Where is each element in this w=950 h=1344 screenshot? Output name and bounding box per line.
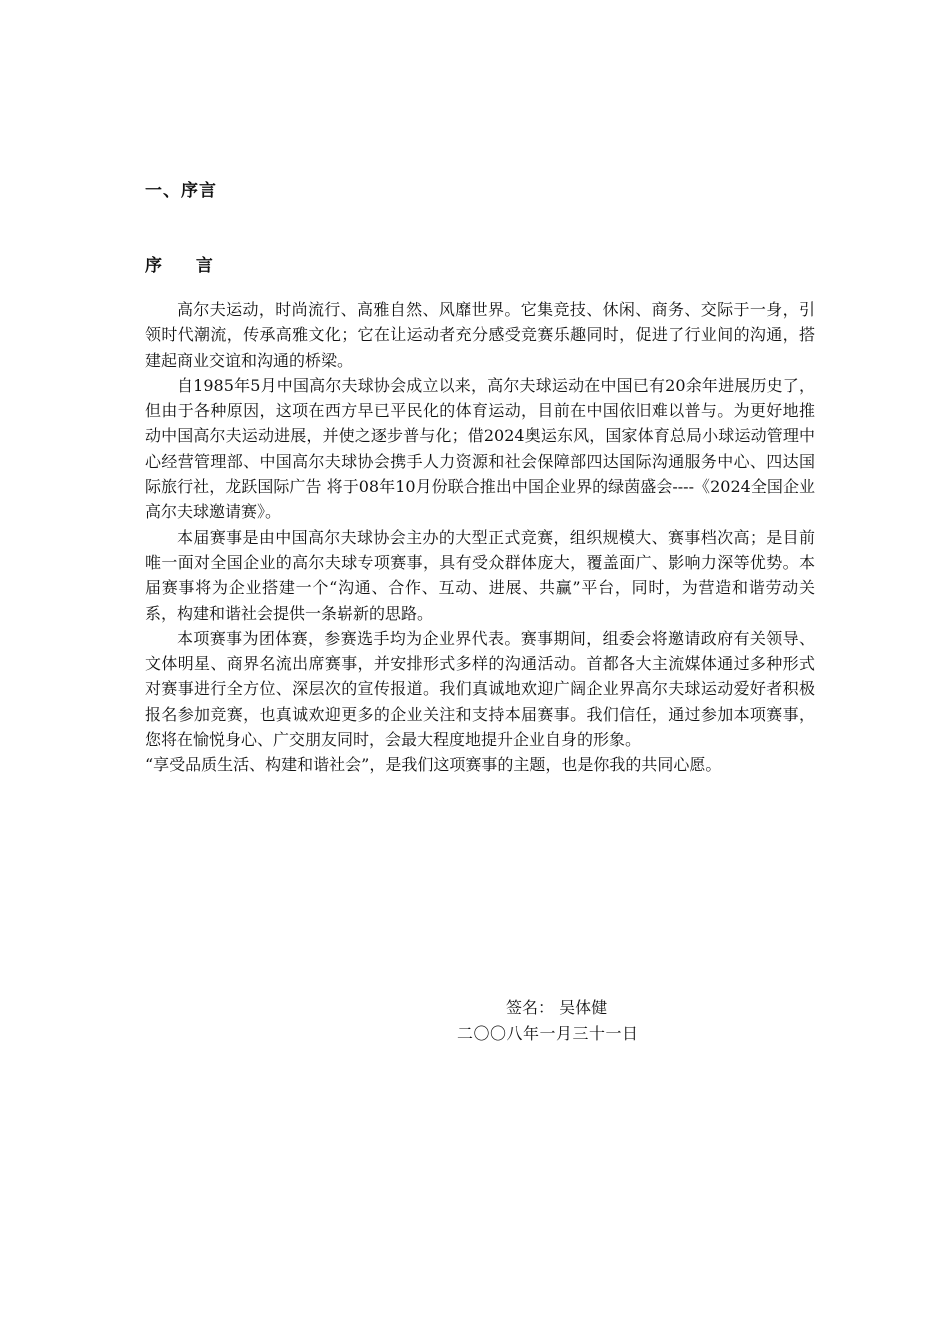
date-line: 二〇〇八年一月三十一日 <box>457 1023 639 1043</box>
paragraph-3: 本届赛事是由中国高尔夫球协会主办的大型正式竞赛，组织规模大、赛事档次高；是目前唯一面对全国企业的高尔夫球专项赛事，具有受众群体庞大，覆盖面广、影响力深等优势。本届赛事将为企业搭建一个“沟通、合作、互动、进展、共赢”平台，同时，为营造和谐劳动关系，构建和谐社会提供一条崭新的思路。 <box>145 527 815 623</box>
paragraph-2: 自1985年5月中国高尔夫球协会成立以来，高尔夫球运动在中国已有20余年进展历史了，但由于各种原因，这项在西方早已平民化的体育运动，目前在中国依旧难以普与。为更好地推动中国高尔夫运动进展，并使之逐步普与化；借2024奥运东风，国家体育总局小球运动管理中心经营管理部、中国高尔夫球协会携手人力资源和社会保障部四达国际沟通服务中心、四达国际旅行社，龙跃国际广告 将于08年10月份联合推出中国企业界的绿茵盛会----《2024全国企业高尔夫球邀请赛》。 <box>145 375 815 522</box>
document-title: 序 言 <box>145 256 227 276</box>
paragraph-4: 本项赛事为团体赛，参赛选手均为企业界代表。赛事期间，组委会将邀请政府有关领导、文体明星、商界名流出席赛事，并安排形式多样的沟通活动。首都各大主流媒体通过多种形式对赛事进行全方位、深层次的宣传报道。我们真诚地欢迎广阔企业界高尔夫球运动爱好者积极报名参加竞赛，也真诚欢迎更多的企业关注和支持本届赛事。我们信任，通过参加本项赛事，您将在愉悦身心、广交朋友同时，会最大程度地提升企业自身的形象。 <box>145 628 815 750</box>
paragraph-1: 高尔夫运动，时尚流行、高雅自然、风靡世界。它集竞技、休闲、商务、交际于一身，引领时代潮流，传承高雅文化；它在让运动者充分感受竞赛乐趣同时，促进了行业间的沟通，搭建起商业交谊和沟通的桥梁。 <box>145 300 815 370</box>
signature-line: 签名： 吴体健 <box>506 998 608 1017</box>
preface-body <box>145 297 815 778</box>
section-heading: 一、序言 <box>145 181 217 201</box>
paragraph-5: “享受品质生活、构建和谐社会”，是我们这项赛事的主题，也是你我的共同心愿。 <box>145 755 722 775</box>
signature-block <box>440 995 680 1046</box>
